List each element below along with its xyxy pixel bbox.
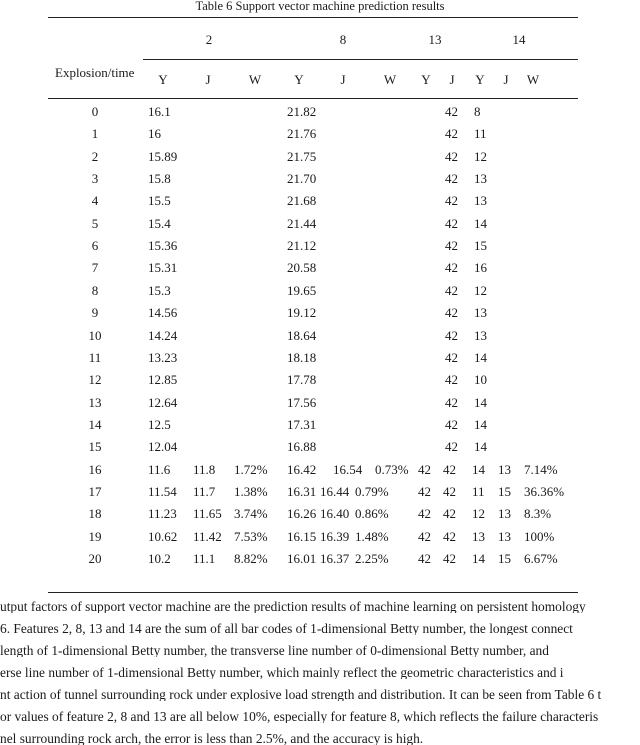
table-cell: 19.65: [287, 282, 317, 298]
table-cell: 16.40: [320, 506, 350, 522]
table-cell: 11.6: [148, 461, 171, 477]
table-bottom-rule: [48, 592, 578, 593]
table-cell: 2.25%: [355, 551, 389, 566]
table-cell: 18.64: [287, 327, 317, 343]
table-cell: 12: [474, 148, 487, 164]
table-cell: 7.53%: [234, 528, 268, 544]
table-cell: 8.82%: [234, 551, 268, 566]
column-header: Y: [294, 72, 304, 87]
table-cell: 16.39: [320, 528, 350, 544]
table-cell: 6.67%: [524, 551, 558, 566]
table-cell: 13: [474, 171, 487, 187]
table-title: Table 6 Support vector machine prediction results: [195, 0, 445, 13]
table-cell: 14.24: [148, 327, 178, 343]
table-cell: 17.78: [287, 372, 317, 388]
table-cell: 12.04: [148, 439, 178, 455]
table-cell: 16.42: [287, 461, 317, 477]
table-cell: 42: [443, 461, 456, 477]
table-cell: 42: [445, 171, 458, 187]
row-label: 17: [88, 483, 102, 499]
paragraph-line: length of 1-dimensional Betty number, the transverse line number of 0-dimensional Betty number, and: [0, 644, 549, 658]
row-label: 6: [91, 238, 99, 254]
table-cell: 42: [418, 551, 431, 566]
table-cell: 14: [472, 461, 485, 477]
table-cell: 14: [474, 215, 487, 231]
table-cell: 10.62: [148, 528, 178, 544]
table-cell: 11.65: [193, 506, 222, 522]
table-cell: 16: [474, 260, 487, 276]
row-label: 18: [88, 506, 102, 522]
table-cell: 14: [474, 439, 487, 455]
table-cell: 36.36%: [524, 483, 565, 499]
table-cell: 15.8: [148, 171, 171, 187]
table-cell: 42: [445, 327, 458, 343]
table-cell: 15.4: [148, 215, 171, 231]
row-label: 4: [91, 193, 99, 209]
table-cell: 16.01: [287, 551, 317, 566]
table-cell: 100%: [524, 528, 555, 544]
table-cell: 21.75: [287, 148, 317, 164]
table-cell: 16.54: [333, 461, 363, 477]
table-cell: 15.5: [148, 193, 171, 209]
table-cell: 15: [474, 238, 487, 254]
column-header: Y: [421, 72, 431, 87]
table-cell: 42: [443, 528, 456, 544]
table-cell: 10.2: [148, 551, 171, 566]
table-cell: 13: [498, 461, 511, 477]
group-header-14: 14: [512, 32, 526, 47]
table-cell: 11.42: [193, 528, 222, 544]
table-cell: 11: [472, 483, 485, 499]
table-cell: 8.3%: [524, 506, 552, 522]
column-header: J: [503, 72, 509, 87]
table-cell: 42: [443, 506, 456, 522]
column-header: W: [248, 72, 262, 87]
table-cell: 42: [443, 483, 456, 499]
table-cell: 42: [445, 238, 458, 254]
row-label: 9: [91, 305, 99, 321]
table-cell: 42: [443, 551, 456, 566]
column-header: J: [205, 72, 211, 87]
column-header: W: [383, 72, 397, 87]
table-cell: 21.68: [287, 193, 317, 209]
table-cell: 15: [498, 483, 511, 499]
table-cell: 42: [445, 416, 458, 432]
table-cell: 42: [418, 483, 431, 499]
row-label: 20: [88, 551, 102, 566]
table-cell: 12.64: [148, 394, 178, 410]
table-cell: 1.72%: [234, 461, 268, 477]
table-cell: 8: [474, 104, 481, 119]
group-rule: [143, 59, 578, 60]
row-label: 12: [88, 372, 102, 388]
table-cell: 16.26: [287, 506, 317, 522]
table-cell: 14: [474, 394, 487, 410]
table-cell: 11.1: [193, 551, 216, 566]
table-cell: 15.36: [148, 238, 178, 254]
paragraph-line: or values of feature 2, 8 and 13 are all below 10%, especially for feature 8, which reflects the failure characteris: [0, 710, 599, 724]
table-cell: 42: [445, 439, 458, 455]
table-cell: 13: [472, 528, 485, 544]
column-header: W: [526, 72, 540, 87]
table-cell: 13: [474, 327, 487, 343]
table-cell: 16.31: [287, 483, 317, 499]
table-cell: 42: [445, 260, 458, 276]
row-label: 16: [88, 461, 102, 477]
paragraph-line: erse line number of 1-dimensional Betty number, which mainly reflect the geometric characteristics and i: [0, 666, 564, 680]
row-label: 14: [88, 416, 102, 432]
table-cell: 11.7: [193, 483, 216, 499]
table-cell: 15: [498, 551, 511, 566]
table-cell: 21.44: [287, 215, 317, 231]
table-cell: 16.37: [320, 551, 350, 566]
table-cell: 14: [472, 551, 485, 566]
table-cell: 14: [474, 416, 487, 432]
column-header: Y: [158, 72, 168, 87]
table-cell: 42: [418, 528, 431, 544]
table-cell: 16.44: [320, 483, 350, 499]
table-cell: 15.89: [148, 148, 178, 164]
table-cell: 11.54: [148, 483, 177, 499]
table-cell: 18.18: [287, 349, 317, 365]
table-cell: 21.12: [287, 238, 317, 254]
table-cell: 15.3: [148, 282, 171, 298]
table-cell: 16.15: [287, 528, 317, 544]
table-cell: 13: [474, 305, 487, 321]
table-cell: 12.5: [148, 416, 171, 432]
table-cell: 13: [498, 506, 511, 522]
table-cell: 42: [418, 506, 431, 522]
table-cell: 1.48%: [355, 528, 389, 544]
row-label: 13: [88, 394, 102, 410]
row-label: 11: [88, 349, 102, 365]
table-cell: 21.82: [287, 104, 317, 119]
row-label: 19: [88, 528, 102, 544]
row-label: 15: [88, 439, 102, 455]
group-header-13: 13: [428, 32, 442, 47]
row-label: 7: [91, 260, 99, 276]
group-header-8: 8: [339, 32, 347, 47]
row-label: 3: [91, 171, 99, 187]
table-cell: 42: [445, 372, 458, 388]
table-cell: 42: [418, 461, 431, 477]
row-label: 0: [91, 104, 99, 119]
row-label: 5: [91, 215, 99, 231]
table-cell: 42: [445, 282, 458, 298]
row-label: 8: [91, 282, 99, 298]
table-cell: 16: [148, 126, 161, 142]
paragraph-line: nt action of tunnel surrounding rock under explosive load strength and distribution. It can be seen from Table 6 t: [0, 688, 602, 702]
header-bottom-rule: [48, 98, 578, 99]
paragraph-line: utput factors of support vector machine are the prediction results of machine learning on persistent homology: [0, 600, 586, 614]
table-cell: 0.86%: [355, 506, 389, 522]
table-cell: 15.31: [148, 260, 178, 276]
table-cell: 16.1: [148, 104, 171, 119]
table-cell: 16.88: [287, 439, 317, 455]
table-cell: 7.14%: [524, 461, 558, 477]
column-header: J: [449, 72, 455, 87]
table-cell: 17.56: [287, 394, 317, 410]
table-cell: 42: [445, 126, 458, 142]
row-label: 10: [88, 327, 102, 343]
table-top-rule: [48, 17, 578, 18]
table-cell: 0.73%: [375, 461, 409, 477]
table-cell: 14.56: [148, 305, 178, 321]
table-cell: 11.23: [148, 506, 177, 522]
table-cell: 0.79%: [355, 483, 389, 499]
row-label: 1: [91, 126, 99, 142]
table-cell: 1.38%: [234, 483, 268, 499]
row-label: 2: [91, 148, 99, 164]
table-cell: 42: [445, 104, 458, 119]
table-cell: 12: [472, 506, 485, 522]
table-cell: 13.23: [148, 349, 178, 365]
paragraph-line: nel surrounding rock arch, the error is less than 2.5%, and the accuracy is high.: [0, 732, 424, 745]
table-cell: 12.85: [148, 372, 178, 388]
table-cell: 21.76: [287, 126, 317, 142]
table-cell: 19.12: [287, 305, 317, 321]
table-cell: 20.58: [287, 260, 317, 276]
table-cell: 13: [498, 528, 511, 544]
paragraph-line: 6. Features 2, 8, 13 and 14 are the sum of all bar codes of 1-dimensional Betty number, the longest connect: [0, 622, 573, 636]
table-cell: 10: [474, 372, 487, 388]
table-cell: 42: [445, 305, 458, 321]
table-cell: 42: [445, 148, 458, 164]
column-header: Y: [475, 72, 485, 87]
column-header: J: [340, 72, 346, 87]
table-cell: 11.8: [193, 461, 216, 477]
table-cell: 42: [445, 193, 458, 209]
table-cell: 17.31: [287, 416, 317, 432]
table-cell: 42: [445, 349, 458, 365]
table-cell: 13: [474, 193, 487, 209]
table-cell: 3.74%: [234, 506, 268, 522]
table-cell: 12: [474, 282, 487, 298]
group-header-2: 2: [205, 32, 213, 47]
table-cell: 42: [445, 394, 458, 410]
table-cell: 14: [474, 349, 487, 365]
table-cell: 11: [474, 126, 487, 142]
row-header: Explosion/time: [55, 65, 135, 80]
table-cell: 42: [445, 215, 458, 231]
table-cell: 21.70: [287, 171, 317, 187]
